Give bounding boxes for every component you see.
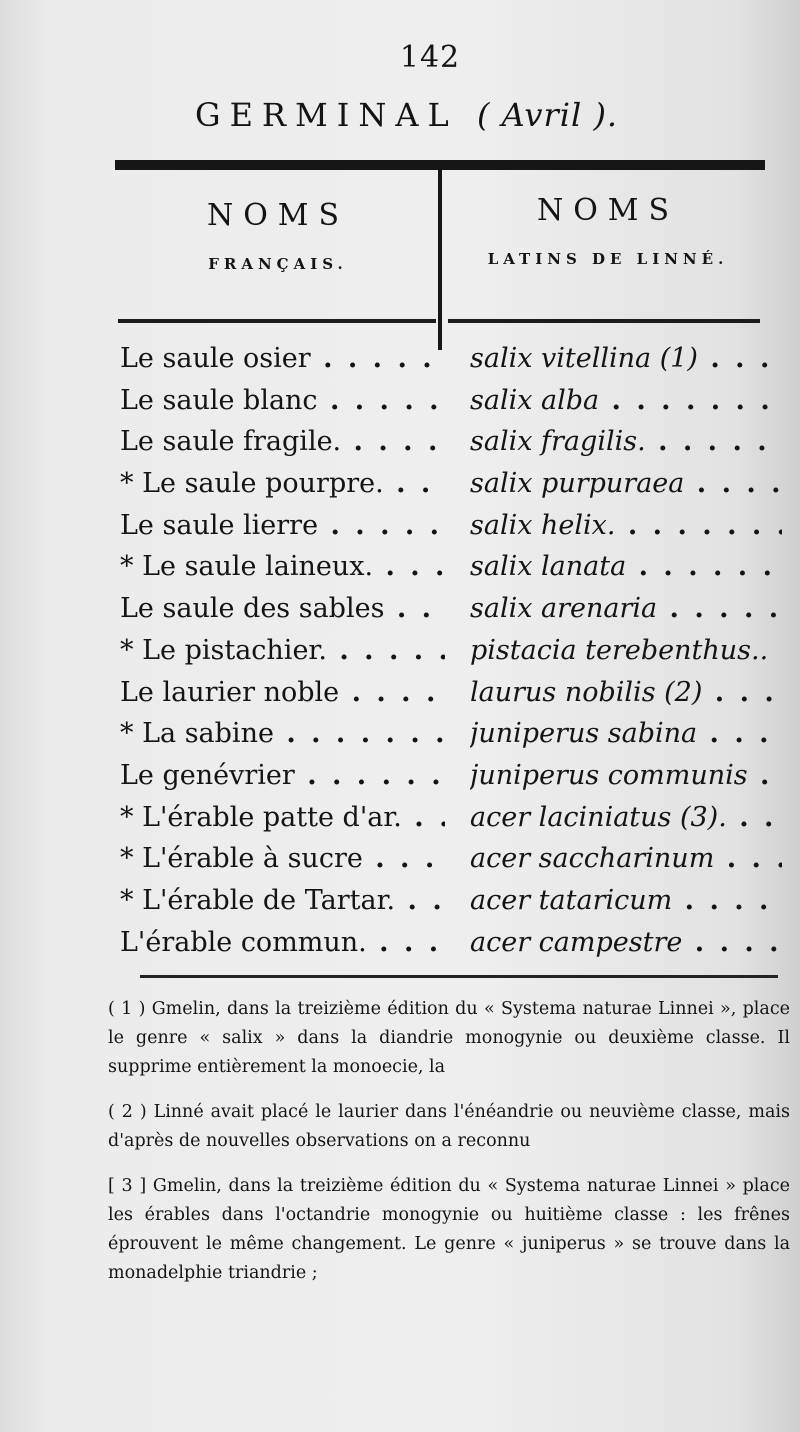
table-row — [0, 382, 800, 424]
latin-name: salix purpuraea . . . — [470, 465, 782, 503]
right-subheading-text: LATINS DE LINNÉ. — [487, 250, 729, 268]
table-row — [0, 799, 800, 841]
footnote-3: [ 3 ] Gmelin, dans la treizième édition du « Systema naturae Linnei » place les érables dans l'octandrie monogynie ou huitième classe : les frênes éprouvent le même changement. Le genre « juniperus » se trouve dans la monadelphie triandrie ; — [108, 1176, 790, 1283]
footnote-2: ( 2 ) Linné avait placé le laurier dans l'énéandrie ou neuvième classe, mais d'après de nouvelles observations on a reconnu — [108, 1102, 790, 1151]
table-row — [0, 840, 800, 882]
french-name: * Le saule laineux. . . . — [120, 548, 445, 586]
latin-name: salix arenaria . . . — [470, 590, 782, 628]
latin-name: juniperus communis . . . — [470, 757, 782, 795]
latin-name: acer campestre . . . — [470, 924, 782, 962]
column-divider — [438, 167, 442, 350]
table-row — [0, 632, 800, 674]
table-row — [0, 507, 800, 549]
french-name: Le laurier noble . . . — [120, 674, 445, 712]
french-name: Le saule lierre . . . — [120, 507, 445, 545]
footnote-1: ( 1 ) Gmelin, dans la treizième édition du « Systema naturae Linnei », place le genre « salix » dans la diandrie monogynie ou deuxième classe. Il supprime entièrement la monoecie, la — [108, 999, 790, 1077]
left-heading-rule — [118, 319, 436, 323]
french-name: * Le saule pourpre. . . . — [120, 465, 445, 503]
french-name: Le saule des sables . . . — [120, 590, 445, 628]
latin-name: pistacia terebenthus.. . . . — [470, 632, 782, 670]
table-row — [0, 882, 800, 924]
latin-name: salix helix. . . . — [470, 507, 782, 545]
french-name: Le saule blanc . . . — [120, 382, 445, 420]
table-row — [0, 924, 800, 966]
left-subheading-text: FRANÇAIS. — [208, 255, 348, 273]
french-name: * L'érable patte d'ar. . . . — [120, 799, 445, 837]
table-row — [0, 548, 800, 590]
table-row — [0, 757, 800, 799]
running-head-month: ( Avril ). — [476, 96, 619, 134]
french-name: Le saule fragile. . . . — [120, 423, 445, 461]
french-name: Le saule osier . . . — [120, 340, 445, 378]
french-name: L'érable commun. . . . — [120, 924, 445, 962]
table-row — [0, 340, 800, 382]
latin-name: juniperus sabina . . . — [470, 715, 782, 753]
table-row — [0, 465, 800, 507]
right-heading-text: NOMS — [536, 193, 680, 228]
latin-name: laurus nobilis (2) . . . — [470, 674, 782, 712]
latin-name: salix alba . . . — [470, 382, 782, 420]
table-row — [0, 590, 800, 632]
french-name: Le genévrier . . . — [120, 757, 445, 795]
french-name: * Le pistachier. . . . — [120, 632, 445, 670]
latin-name: acer saccharinum . . . — [470, 840, 782, 878]
latin-name: acer tataricum . . . — [470, 882, 782, 920]
footnote-rule — [140, 975, 778, 978]
names-table — [0, 340, 800, 965]
left-column-heading — [118, 198, 438, 273]
latin-name: salix lanata . . . — [470, 548, 782, 586]
right-column-heading — [448, 193, 768, 268]
latin-name: salix vitellina (1) . . . — [470, 340, 782, 378]
french-name: * L'érable de Tartar. . . . — [120, 882, 445, 920]
page-number: 142 — [399, 40, 461, 75]
table-row — [0, 715, 800, 757]
left-heading-text: NOMS — [206, 198, 350, 233]
table-row — [0, 674, 800, 716]
running-head — [195, 96, 715, 134]
table-row — [0, 423, 800, 465]
running-head-title: GERMINAL — [195, 96, 458, 134]
latin-name: acer laciniatus (3). . . . — [470, 799, 782, 837]
french-name: * L'érable à sucre . . . — [120, 840, 445, 878]
right-heading-rule — [448, 319, 760, 323]
french-name: * La sabine . . . — [120, 715, 445, 753]
latin-name: salix fragilis. . . . — [470, 423, 782, 461]
footnotes — [108, 995, 790, 1304]
